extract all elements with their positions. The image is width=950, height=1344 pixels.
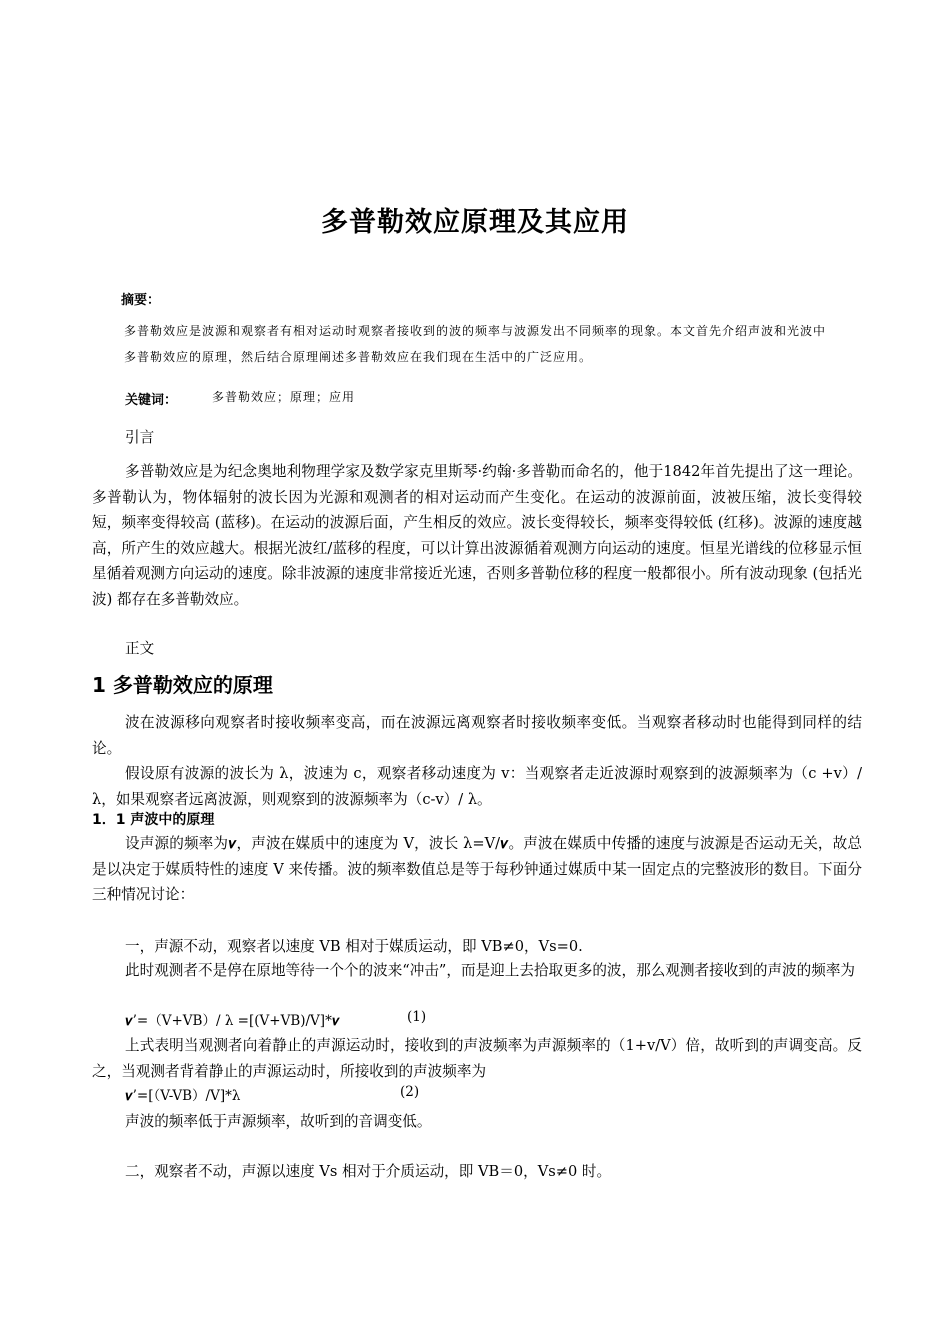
equation-2-number: (2) — [400, 1084, 420, 1100]
document-title: 多普勒效应原理及其应用 — [321, 207, 629, 238]
equation-2: 𝝂’=[（V-VB）/V]*λ — [125, 1088, 241, 1104]
case-1-paragraph-2: 上式表明当观测者向着静止的声源运动时，接收到的声波频率为声源频率的（1+v/V）倍，故听到的声调变高。反之，当观测者背着静止的声源运动时，所接收到的声波频率为 — [92, 1037, 862, 1080]
abstract-text: 多普勒效应是波源和观察者有相对运动时观察者接收到的波的频率与波源发出不同频率的现象。本文首先介绍声波和光波中多普勒效应的原理，然后结合原理阐述多普勒效应在我们现在生活中的广泛应用。 — [124, 324, 827, 364]
section-1-1-paragraph: 设声源的频率为𝝂，声波在媒质中的速度为 V，波长 λ=V/𝝂。声波在媒质中传播的速度与波源是否运动无关，故总是以决定于媒质特性的速度 V 来传播。波的频率数值总是等于每秒钟通过媒质中某一固定点的完整波形的数目。下面分三种情况讨论： — [92, 835, 862, 903]
main-heading: 正文 — [125, 640, 155, 657]
abstract-label: 摘要： — [121, 293, 161, 308]
section-1-paragraph-2: 假设原有波源的波长为 λ，波速为 c，观察者移动速度为 v：当观察者走近波源时观察到的波源频率为（c +v）/ λ，如果观察者远离波源，则观察到的波源频率为（c-v）/ λ。 — [92, 765, 862, 808]
intro-paragraph: 多普勒效应是为纪念奥地利物理学家及数学家克里斯琴·约翰·多普勒而命名的，他于1842年首先提出了这一理论。多普勒认为，物体辐射的波长因为光源和观测者的相对运动而产生变化。在运动的波源前面，波被压缩，波长变得较短，频率变得较高 (蓝移)。在运动的波源后面，产生相反的效应。波长变得较长，频率变得较低 (红移)。波源的速度越高，所产生的效应越大。根据光波红/蓝移的程度，可以计算出波源循着观测方向运动的速度。恒星光谱线的位移显示恒星循着观测方向运动的速度。除非波源的速度非常接近光速，否则多普勒位移的程度一般都很小。所有波动现象 (包括光波) 都存在多普勒效应。 — [92, 463, 862, 608]
case-2-intro: 二，观察者不动，声源以速度 Vs 相对于介质运动，即 VB＝0，Vs≠0 时。 — [125, 1163, 612, 1180]
section-1-1-heading: 1．1 声波中的原理 — [92, 812, 215, 828]
equation-1-number: (1) — [407, 1009, 427, 1025]
case-1-paragraph-3: 声波的频率低于声源频率，故听到的音调变低。 — [125, 1113, 432, 1130]
case-1-intro: 一，声源不动，观察者以速度 VB 相对于媒质运动，即 VB≠0，Vs=0. — [125, 938, 583, 955]
equation-1: 𝝂’=（V+VB）/ λ =[(V+VB)/V]*𝝂 — [125, 1013, 340, 1029]
intro-heading: 引言 — [125, 429, 155, 446]
case-1-paragraph-1: 此时观测者不是停在原地等待一个个的波来“冲击”，而是迎上去拾取更多的波，那么观测者接收到的声波的频率为 — [125, 962, 856, 979]
keywords-label: 关键词： — [125, 393, 178, 408]
section-1-heading: 1 多普勒效应的原理 — [92, 673, 273, 697]
section-1-paragraph-1: 波在波源移向观察者时接收频率变高，而在波源远离观察者时接收频率变低。当观察者移动时也能得到同样的结论。 — [92, 714, 862, 757]
keywords-text: 多普勒效应；原理；应用 — [212, 390, 356, 404]
